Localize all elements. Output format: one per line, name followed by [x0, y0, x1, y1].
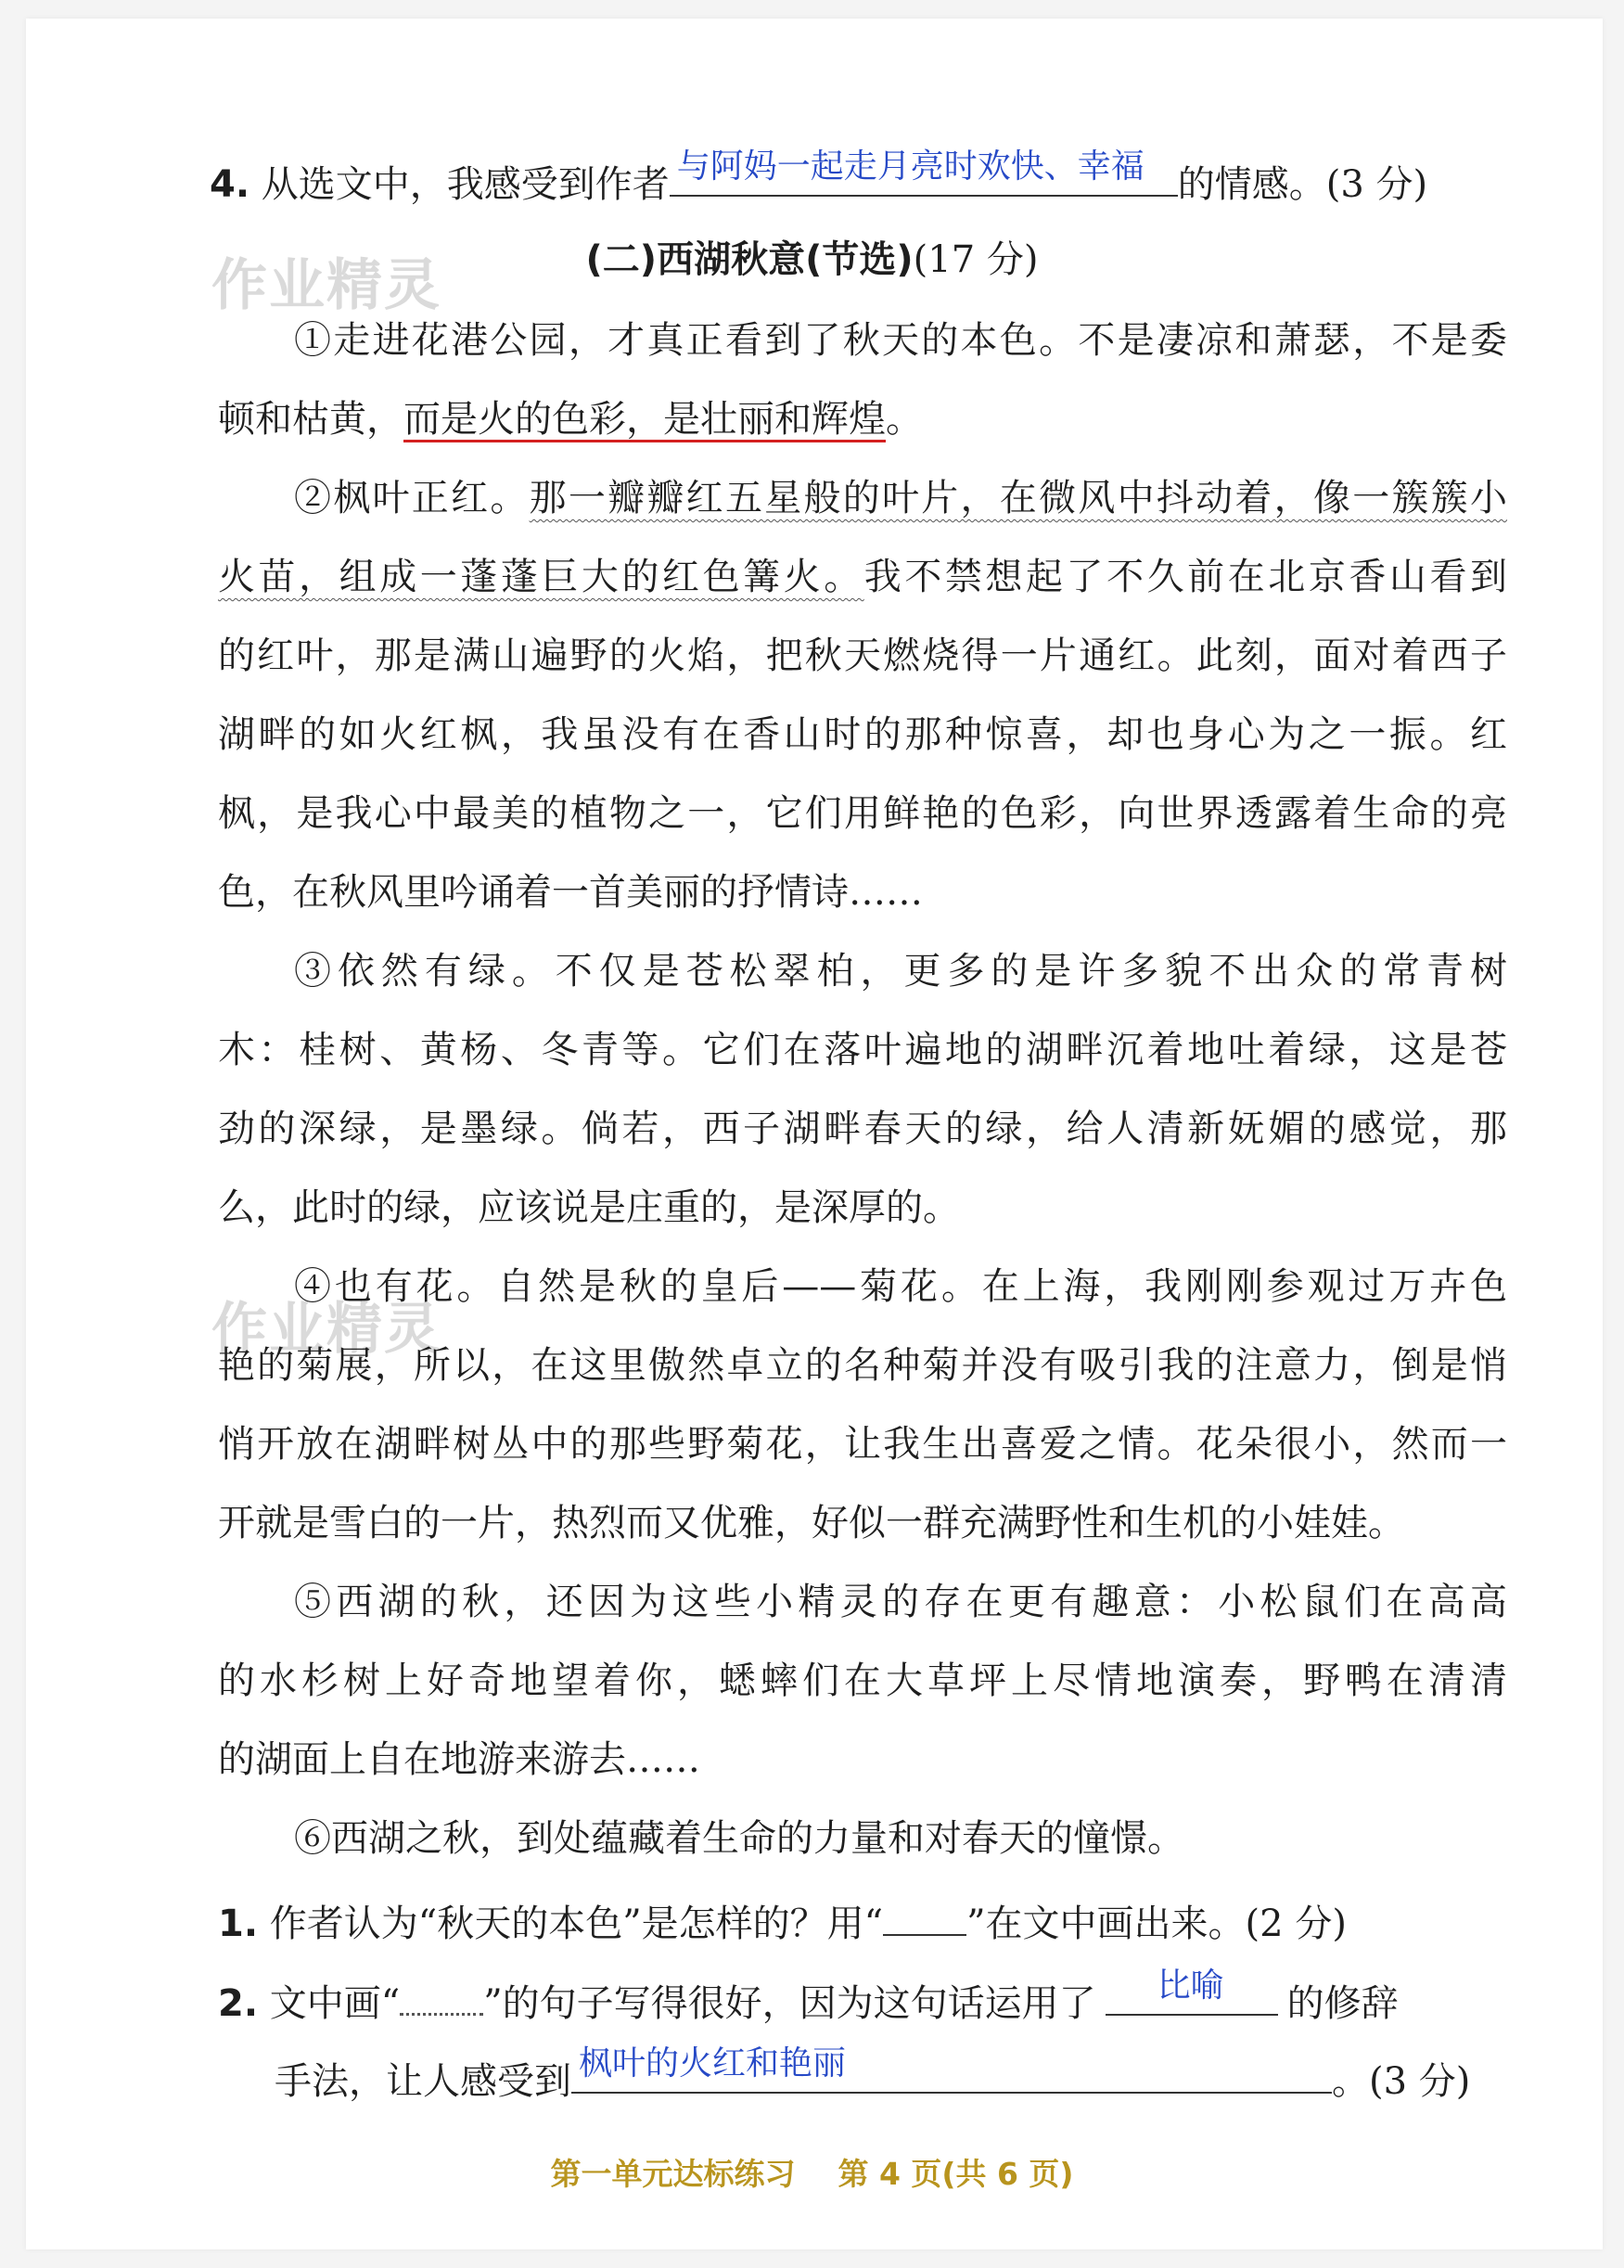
passage-p4-line1: ④也有花。自然是秋的皇后——菊花。在上海，我刚刚参观过万卉色 — [294, 1265, 1507, 1308]
p1-text-c: 。 — [886, 398, 923, 441]
passage-p5-line3: 的湖面上自在地游来游去…… — [218, 1738, 700, 1781]
red-underlined-sentence: 而是火的色彩，是壮丽和辉煌 — [403, 398, 886, 441]
passage-p3-line2: 木：桂树、黄杨、冬青等。它们在落叶遍地的湖畔沉着地吐着绿，这是苍 — [218, 1029, 1507, 1071]
footer-unit: 第一单元达标练习 — [550, 2156, 796, 2192]
question-1-line-sample — [883, 1891, 966, 1936]
question-2-number: 2. — [218, 1982, 259, 2025]
section-points: (17 分) — [913, 238, 1039, 281]
passage-p2-line1 — [294, 472, 1507, 524]
passage-p2-line6: 色，在秋风里吟诵着一首美丽的抒情诗…… — [218, 871, 923, 914]
question-4-answer-blank[interactable] — [670, 147, 1178, 197]
passage-p3-line4: 么，此时的绿，应该说是庄重的，是深厚的。 — [218, 1186, 960, 1229]
question-2-middle: ”的句子写得很好，因为这句话运用了 — [483, 1982, 1096, 2025]
watermark-top: 作业精灵 — [211, 253, 441, 318]
question-1-number: 1. — [218, 1903, 259, 1945]
passage-p3-line3: 劲的深绿，是墨绿。倘若，西子湖畔春天的绿，给人清新妩媚的感觉，那 — [218, 1108, 1507, 1150]
wavy-underlined-sentence-part1: 那一瓣瓣红五星般的叶片，在微风中抖动着，像一簇簇小 — [529, 477, 1508, 519]
question-2-wavy-sample — [400, 1970, 483, 2016]
question-2-suffix2: 。(3 分) — [1332, 2060, 1471, 2103]
question-4 — [210, 147, 1624, 211]
passage-p4-line3: 悄开放在湖畔树丛中的那些野菊花，让我生出喜爱之情。花朵很小，然而一 — [218, 1423, 1507, 1466]
section-title-text: (二)西湖秋意(节选) — [585, 238, 914, 281]
question-2-line2-prefix: 手法，让人感受到 — [275, 2060, 571, 2103]
page-footer — [0, 2150, 1624, 2194]
question-4-answer: 与阿妈一起走月亮时欢快、幸福 — [676, 147, 1144, 186]
passage-p3-line1: ③依然有绿。不仅是苍松翠柏，更多的是许多貌不出众的常青树 — [294, 950, 1507, 993]
question-2-answer1: 比喻 — [1157, 1967, 1224, 2005]
passage-p2-line4: 湖畔的如火红枫，我虽没有在香山时的那种惊喜，却也身心为之一振。红 — [218, 713, 1507, 756]
passage-p1-line1: ①走进花港公园，才真正看到了秋天的本色。不是凄凉和萧瑟，不是委 — [294, 319, 1507, 362]
passage-p5-line2: 的水杉树上好奇地望着你，蟋蟀们在大草坪上尽情地演奏，野鸭在清清 — [218, 1659, 1507, 1702]
section-title — [0, 234, 1624, 286]
passage-p5-line1: ⑤西湖的秋，还因为这些小精灵的存在更有趣意：小松鼠们在高高 — [294, 1581, 1507, 1623]
question-1-suffix: ”在文中画出来。(2 分) — [966, 1903, 1347, 1945]
passage-p2-line2 — [218, 551, 1507, 603]
p2-text-b: 我不禁想起了不久前在北京香山看到 — [863, 556, 1508, 598]
passage-p1-line2 — [218, 393, 1624, 445]
passage-p2-line5: 枫，是我心中最美的植物之一，它们用鲜艳的色彩，向世界透露着生命的亮 — [218, 792, 1507, 835]
question-1 — [218, 1891, 1624, 1950]
question-1-prefix: 作者认为“秋天的本色”是怎样的？用“ — [269, 1903, 884, 1945]
question-4-prefix: 从选文中，我感受到作者 — [261, 163, 670, 206]
question-2-suffix1: 的修辞 — [1286, 1982, 1399, 2025]
question-2-line2 — [275, 2044, 1624, 2108]
wavy-underlined-sentence-part2: 火苗，组成一蓬蓬巨大的红色篝火。 — [218, 556, 864, 598]
question-2-answer1-blank[interactable] — [1106, 1967, 1278, 2016]
p2-text-a: ②枫叶正红。 — [294, 477, 530, 519]
passage-p4-line2: 艳的菊展，所以，在这里傲然卓立的名种菊并没有吸引我的注意力，倒是悄 — [218, 1344, 1507, 1387]
question-2-prefix: 文中画“ — [269, 1982, 401, 2025]
passage-p2-line3: 的红叶，那是满山遍野的火焰，把秋天燃烧得一片通红。此刻，面对着西子 — [218, 634, 1507, 677]
question-4-suffix: 的情感。(3 分) — [1177, 163, 1428, 206]
question-2-answer2-blank[interactable] — [571, 2044, 1332, 2094]
footer-page: 第 4 页(共 6 页) — [838, 2156, 1074, 2192]
passage-p6-line1: ⑥西湖之秋，到处蕴藏着生命的力量和对春天的憧憬。 — [294, 1817, 1184, 1860]
question-2-line1 — [218, 1967, 1624, 2030]
p1-text-a: 顿和枯黄， — [218, 398, 403, 441]
watermark-middle: 作业精灵 — [211, 1297, 441, 1362]
question-4-number: 4. — [210, 163, 250, 206]
passage-p4-line4: 开就是雪白的一片，热烈而又优雅，好似一群充满野性和生机的小娃娃。 — [218, 1502, 1405, 1544]
question-2-answer2: 枫叶的火红和艳丽 — [579, 2044, 847, 2082]
